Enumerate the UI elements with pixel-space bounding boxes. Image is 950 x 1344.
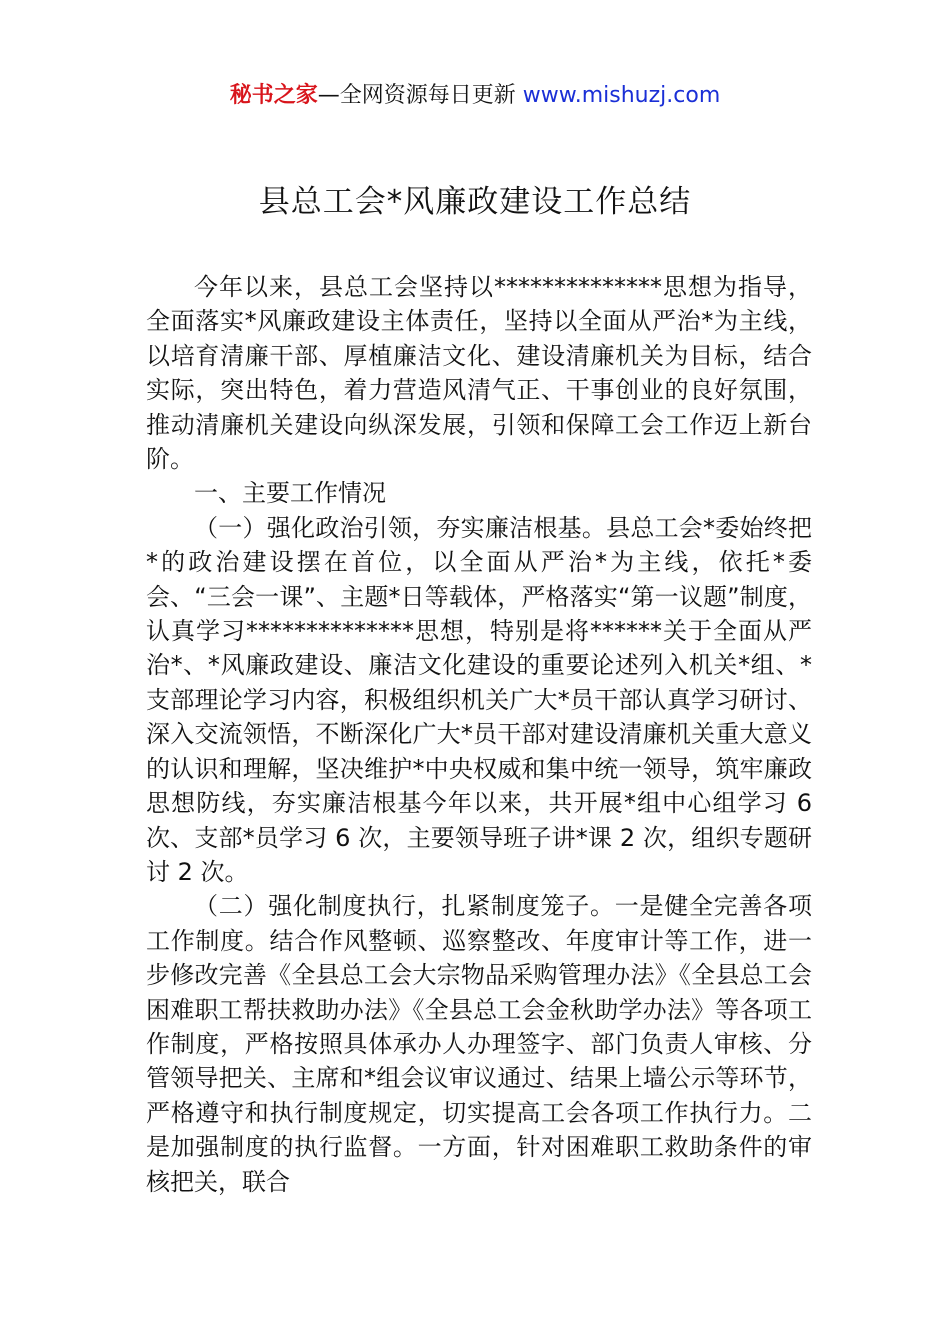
document-title: 县总工会*风廉政建设工作总结 [258, 184, 692, 220]
section-heading: 一、主要工作情况 [194, 479, 386, 508]
document-body [146, 270, 812, 1199]
section-1-paragraph: （一）强化政治引领，夯实廉洁根基。县总工会*委始终把*的政治建设摆在首位，以全面从严治*为主线，依托*委会、“三会一课”、主题*日等载体，严格落实“第一议题”制度，认真学习**************思想，特别是将******关于全面从严治*、*风廉政建设、廉洁文化建设的重要论述列入机关*组、*支部理论学习内容，积极组织机关广大*员干部认真学习研讨、深入交流领悟，不断深化广大*员干部对建设清廉机关重大意义的认识和理解，坚决维护*中央权威和集中统一领导，筑牢廉政思想防线，夯实廉洁根基今年以来，共开展*组中心组学习 6 次、支部*员学习 6 次，主要领导班子讲*课 2 次，组织专题研讨 2 次。 [146, 513, 812, 886]
site-header [0, 80, 950, 112]
site-url-link[interactable]: www.mishuzj.com [522, 83, 721, 108]
site-brand: 秘书之家 [229, 83, 318, 108]
site-tagline: —全网资源每日更新 [317, 83, 516, 108]
section-2-paragraph: （二）强化制度执行，扎紧制度笼子。一是健全完善各项工作制度。结合作风整顿、巡察整改、年度审计等工作，进一步修改完善《全县总工会大宗物品采购管理办法》《全县总工会困难职工帮扶救助办法》《全县总工会金秋助学办法》等各项工作制度，严格按照具体承办人办理签字、部门负责人审核、分管领导把关、主席和*组会议审议通过、结果上墙公示等环节，严格遵守和执行制度规定，切实提高工会各项工作执行力。二是加强制度的执行监督。一方面，针对困难职工救助条件的审核把关，联合 [146, 892, 812, 1196]
intro-paragraph: 今年以来，县总工会坚持以**************思想为指导，全面落实*风廉政建设主体责任，坚持以全面从严治*为主线，以培育清廉干部、厚植廉洁文化、建设清廉机关为目标，结合实际，突出特色，着力营造风清气正、干事创业的良好氛围，推动清廉机关建设向纵深发展，引领和保障工会工作迈上新台阶。 [146, 273, 812, 474]
